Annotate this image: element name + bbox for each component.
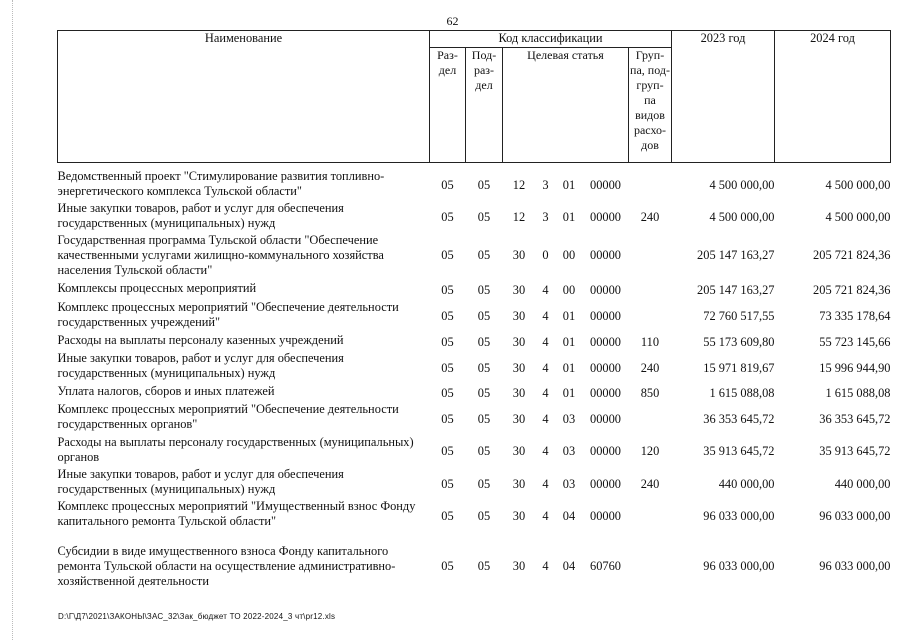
row-target-type: 4 [542,444,549,458]
row-amount-2023: 15 971 819,67 [703,360,775,375]
row-subsection: 05 [477,335,491,349]
row-name: Иные закупки товаров, работ и услуг для обеспечения государственных (муниципальных) нужд [57,467,344,496]
row-expense-group: 240 [640,210,660,224]
row-spacer [58,530,891,538]
row-name: Ведомственный проект "Стимулирование развития топливно-энергетического комплекса Тульской области" [57,168,385,198]
header-section [430,48,466,163]
row-target-type: 3 [542,178,549,192]
row-target-subprogram: 03 [562,476,576,491]
row-target-subprogram: 01 [562,210,576,224]
row-target-subprogram: 03 [562,444,576,458]
row-target-direction: 00000 [590,247,621,262]
row-expense-group: 240 [640,360,660,375]
row-target-direction: 00000 [590,411,621,426]
row-target-type: 4 [542,386,549,400]
table-row [58,433,891,466]
row-target-type: 4 [542,476,549,491]
row-target-subprogram: 00 [562,247,576,262]
row-target-program: 30 [512,335,526,349]
row-target-type: 4 [542,335,549,349]
row-amount-2024: 205 721 824,36 [813,247,891,262]
table-row [58,331,891,350]
row-target-subprogram: 04 [562,558,576,573]
row-target-program: 30 [512,309,526,323]
row-section: 05 [441,247,454,262]
row-target-type: 4 [542,558,549,573]
row-target-type: 4 [542,508,549,523]
row-target-program: 30 [512,558,526,573]
row-amount-2024: 35 913 645,72 [819,444,891,458]
row-target-type: 4 [542,309,549,323]
row-target-direction: 00000 [590,386,621,400]
row-subsection: 05 [477,309,491,323]
row-amount-2024: 15 996 944,90 [819,360,891,375]
header-row-top [58,31,891,48]
row-amount-2023: 440 000,00 [718,476,775,491]
table-row [58,466,891,498]
row-target-program: 30 [512,444,526,458]
row-subsection: 05 [477,178,491,192]
row-target-type: 4 [542,411,549,426]
row-amount-2023: 72 760 517,55 [703,309,775,323]
row-amount-2023: 205 147 163,27 [697,247,775,262]
row-section: 05 [441,178,454,192]
binding-margin-line [12,0,13,640]
row-subsection: 05 [477,386,491,400]
header-section-text: Раз- дел [437,48,458,77]
row-target-subprogram: 00 [562,283,576,297]
row-target-program: 30 [512,247,526,262]
row-name: Расходы на выплаты персоналу казенных учреждений [57,333,344,347]
table-row [58,382,891,401]
header-year-2023: 2023 год [672,31,775,163]
row-section: 05 [441,335,454,349]
header-classification: Код классификации [430,31,672,48]
row-name: Уплата налогов, сборов и иных платежей [57,384,275,398]
row-amount-2023: 36 353 645,72 [703,411,775,426]
row-amount-2023: 4 500 000,00 [709,178,775,192]
table-row [58,401,891,433]
row-section: 05 [441,210,454,224]
table-row [58,279,891,298]
page-number: 62 [446,14,459,28]
row-section: 05 [441,508,454,523]
row-amount-2023: 1 615 088,08 [709,386,775,400]
header-expense-group [629,48,672,163]
table-row [58,498,891,530]
row-name: Субсидии в виде имущественного взноса Фонду капитального ремонта Тульской области на осуществление административно-хозяйственной деятельности [57,543,396,588]
row-amount-2023: 4 500 000,00 [709,210,775,224]
row-target-type: 4 [542,283,549,297]
table-row [58,200,891,231]
row-section: 05 [441,558,454,573]
row-expense-group: 120 [640,444,660,458]
row-subsection: 05 [477,210,491,224]
row-section: 05 [441,476,454,491]
row-target-program: 30 [512,283,526,297]
row-target-type: 3 [542,210,549,224]
row-target-program: 12 [512,210,526,224]
row-target-program: 30 [512,411,526,426]
header-subsection-text: Под- раз- дел [471,48,497,92]
row-section: 05 [441,444,454,458]
row-name: Иные закупки товаров, работ и услуг для обеспечения государственных (муниципальных) нужд [57,351,344,380]
row-subsection: 05 [477,283,491,297]
header-year-2024: 2024 год [775,31,891,163]
row-expense-group: 240 [640,476,660,491]
row-target-subprogram: 01 [562,335,576,349]
row-target-subprogram: 03 [562,411,576,426]
table-row [58,167,891,200]
row-amount-2024: 4 500 000,00 [825,210,891,224]
row-name: Государственная программа Тульской области "Обеспечение качественными услугами жилищно-коммунального хозяйства населения Тульской области" [57,232,384,277]
row-expense-group [629,298,672,331]
row-expense-group [629,498,672,530]
row-target-subprogram: 01 [562,386,576,400]
row-subsection: 05 [477,476,491,491]
row-amount-2024: 1 615 088,08 [825,386,891,400]
row-amount-2024: 36 353 645,72 [819,411,891,426]
row-subsection: 05 [477,558,491,573]
row-target-direction: 00000 [590,476,621,491]
row-expense-group [629,231,672,279]
row-target-direction: 00000 [590,508,621,523]
row-target-program: 12 [512,178,526,192]
row-target-subprogram: 01 [562,360,576,375]
table-row [58,231,891,279]
row-amount-2024: 55 723 145,66 [819,335,891,349]
row-target-direction: 00000 [590,178,621,192]
row-expense-group: 110 [640,335,660,349]
row-expense-group [629,401,672,433]
row-section: 05 [441,309,454,323]
row-expense-group [629,279,672,298]
row-subsection: 05 [477,508,491,523]
header-name: Наименование [58,31,430,163]
header-subsection [466,48,503,163]
row-amount-2023: 205 147 163,27 [697,283,775,297]
row-target-program: 30 [512,476,526,491]
row-amount-2024: 96 033 000,00 [819,558,891,573]
row-target-direction: 60760 [590,558,621,573]
row-section: 05 [441,411,454,426]
table-row [58,298,891,331]
row-section: 05 [441,386,454,400]
row-target-subprogram: 04 [562,508,576,523]
row-name: Комплекс процессных мероприятий "Имущественный взнос Фонду капитального ремонта Тульской области" [57,499,416,528]
budget-table [57,30,891,594]
row-section: 05 [441,360,454,375]
row-target-direction: 00000 [590,309,621,323]
row-amount-2024: 4 500 000,00 [825,178,891,192]
row-target-direction: 00000 [590,210,621,224]
row-target-program: 30 [512,508,526,523]
row-amount-2023: 96 033 000,00 [703,508,775,523]
row-target-program: 30 [512,386,526,400]
row-name: Иные закупки товаров, работ и услуг для обеспечения государственных (муниципальных) нужд [57,200,344,230]
table-body [58,163,891,595]
row-target-subprogram: 01 [562,309,576,323]
row-section: 05 [441,283,454,297]
header-expense-group-text: Груп- па, под- груп- па видов расхо- дов [630,48,670,152]
row-target-program: 30 [512,360,526,375]
row-amount-2023: 96 033 000,00 [703,558,775,573]
row-name: Комплексы процессных мероприятий [57,281,257,295]
file-path-footer: D:\Г\Д7\2021\ЗАКОНЫ\ЗАС_32\Зак_бюджет ТО 2022-2024_3 чт\pr12.xls [58,612,336,621]
row-expense-group [629,167,672,200]
row-name: Комплекс процессных мероприятий "Обеспечение деятельности государственных органов" [57,402,399,431]
row-target-direction: 00000 [590,360,621,375]
header-target-article: Целевая статья [503,48,629,163]
row-subsection: 05 [477,247,491,262]
row-name: Расходы на выплаты персоналу государственных (муниципальных) органов [57,434,414,464]
row-target-type: 0 [542,247,549,262]
row-target-subprogram: 01 [562,178,576,192]
row-amount-2023: 55 173 609,80 [703,335,775,349]
row-amount-2024: 73 335 178,64 [819,309,891,323]
row-name: Комплекс процессных мероприятий "Обеспечение деятельности государственных учреждений" [57,299,399,329]
row-amount-2024: 440 000,00 [834,476,891,491]
row-amount-2023: 35 913 645,72 [703,444,775,458]
row-expense-group [629,538,672,594]
row-subsection: 05 [477,360,491,375]
row-expense-group: 850 [640,386,660,400]
row-target-type: 4 [542,360,549,375]
table-row [58,350,891,382]
row-subsection: 05 [477,444,491,458]
table-row [58,538,891,594]
row-target-direction: 00000 [590,444,621,458]
row-target-direction: 00000 [590,283,621,297]
row-amount-2024: 205 721 824,36 [813,283,891,297]
row-subsection: 05 [477,411,491,426]
row-amount-2024: 96 033 000,00 [819,508,891,523]
row-target-direction: 00000 [590,335,621,349]
